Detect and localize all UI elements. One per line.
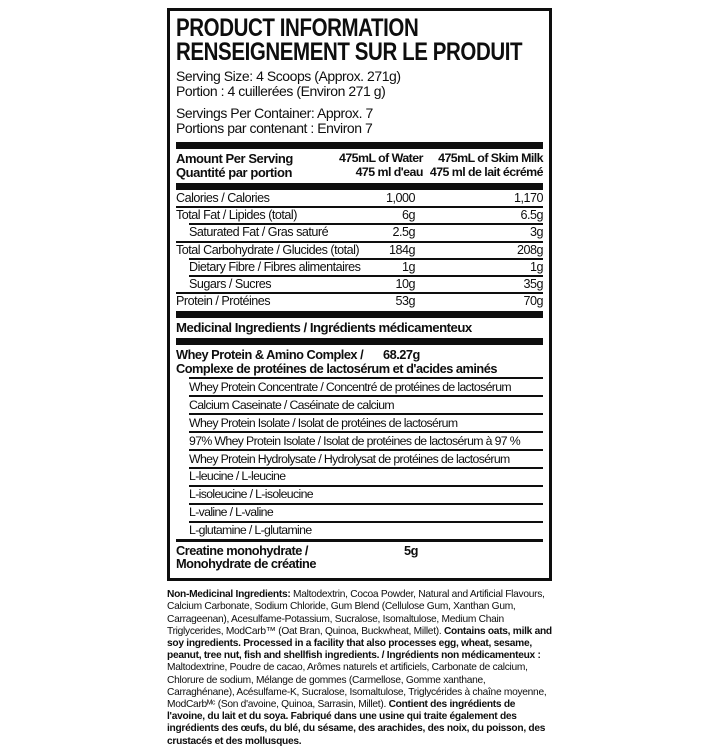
medicinal-item-whey-isolate: Whey Protein Isolate / Isolat de protéines de lactosérum xyxy=(189,413,543,431)
creatine-row xyxy=(176,539,543,574)
divider-bar-top xyxy=(176,142,543,149)
nutrition-row-label: Calories / Calories xyxy=(176,191,270,205)
servings-per-container-en: Servings Per Container: Approx. 7 xyxy=(176,105,373,121)
nutrition-row-label: Dietary Fibre / Fibres alimentaires xyxy=(189,259,361,274)
serving-size-en: Serving Size: 4 Scoops (Approx. 271g) xyxy=(176,68,401,84)
header-water-en: 475mL of Water xyxy=(338,151,423,165)
serving-size-fr: Portion : 4 cuillerées (Environ 271 g) xyxy=(176,82,386,99)
medicinal-item-l-leucine: L-leucine / L-leucine xyxy=(189,467,543,485)
creatine-value: 5g xyxy=(404,542,418,558)
header-milk-en: 475mL of Skim Milk xyxy=(438,151,543,165)
table-header xyxy=(176,149,543,183)
serving-size-group xyxy=(176,69,543,98)
servings-per-container-fr: Portions par contenant : Environ 7 xyxy=(176,119,373,136)
nutrition-row-protein xyxy=(176,292,543,309)
nutrition-value-milk: 35g xyxy=(523,277,543,292)
medicinal-item-calcium-caseinate: Calcium Caseinate / Caséinate de calcium xyxy=(189,395,543,413)
nutrition-row-total-carbohydrate xyxy=(176,241,543,258)
creatine-line1 xyxy=(176,544,543,558)
non-medicinal-heading: Non-Medicinal Ingredients: xyxy=(167,589,291,601)
nutrition-row-calories xyxy=(176,190,543,206)
nutrition-row-total-fat xyxy=(176,206,543,223)
label-box xyxy=(167,8,552,581)
nutrition-row-sugars xyxy=(189,275,543,292)
nutrition-value-milk: 3g xyxy=(529,225,543,240)
nutrition-row-label: Protein / Protéines xyxy=(176,294,271,309)
nutrition-value-milk: 208g xyxy=(516,242,543,257)
non-medicinal-list-fr: Maltodextrine, Poudre de cacao, Arômes naturels et artificiels, Carbonate de calcium, Chlorure de sodium, Mélange de gommes (Carmellose, Gomme xanthane, Carraghénane), Acésulfame-K, Sucralose, Isomaltulose, Triglycérides à chaîne moyenne, ModCarbᴹᶜ (Son d'avoine, Quinoa, Sarrasin, Millet). xyxy=(167,662,547,710)
header-skim-milk-column xyxy=(430,152,543,179)
medicinal-item-97-whey-isolate: 97% Whey Protein Isolate / Isolat de protéines de lactosérum à 97 % xyxy=(189,431,543,449)
nutrition-value-milk: 6.5g xyxy=(520,208,543,223)
non-medicinal-ingredients xyxy=(167,589,552,748)
header-milk-fr: 475 ml de lait écrémé xyxy=(429,164,543,179)
nutrition-row-label: Sugars / Sucres xyxy=(189,277,272,292)
nutrition-row-label: Total Carbohydrate / Glucides (total) xyxy=(176,242,360,257)
medicinal-item-l-isoleucine: L-isoleucine / L-isoleucine xyxy=(189,485,543,503)
nutrition-value-water: 184g xyxy=(388,242,415,257)
medicinal-item-l-glutamine: L-glutamine / L-glutamine xyxy=(189,521,543,539)
nutrition-value-water: 53g xyxy=(395,294,415,309)
allergen-statement-en: Contains oats, milk and soy ingredients. Processed in a facility that also processes egg, wheat, sesame, peanut, tree nut, fish and shellfish ingredients. / Ingrédients non médicamenteux : xyxy=(167,625,552,662)
medicinal-item-whey-hydrolysate: Whey Protein Hydrolysate / Hydrolysat de protéines de lactosérum xyxy=(189,449,543,467)
header-amount-fr: Quantité par portion xyxy=(176,164,292,180)
whey-complex-label-fr: Complexe de protéines de lactosérum et d'acides aminés xyxy=(176,360,497,376)
creatine-label-en: Creatine monohydrate / xyxy=(176,542,308,558)
medicinal-item-l-valine: L-valine / L-valine xyxy=(189,503,543,521)
creatine-label-fr: Monohydrate de créatine xyxy=(176,556,316,572)
medicinal-ingredients-heading: Medicinal Ingredients / Ingrédients médicamenteux xyxy=(176,320,472,336)
whey-complex-line1 xyxy=(176,348,543,362)
divider-bar-medicinal-top xyxy=(176,311,543,318)
nutrition-value-milk: 70g xyxy=(523,294,543,309)
whey-complex-label-en: Whey Protein & Amino Complex / xyxy=(176,347,364,363)
header-water-fr: 475 ml d'eau xyxy=(355,164,423,179)
nutrition-value-water: 2.5g xyxy=(392,225,415,240)
nutrition-value-water: 1g xyxy=(401,259,415,274)
nutrition-value-milk: 1,170 xyxy=(513,191,543,205)
nutrition-value-water: 1,000 xyxy=(385,191,415,205)
whey-complex-row xyxy=(176,345,543,377)
nutrition-row-label: Total Fat / Lipides (total) xyxy=(176,208,297,223)
page-title xyxy=(176,16,543,64)
nutrition-value-milk: 1g xyxy=(529,259,543,274)
non-medicinal-list-en: Maltodextrin, Cocoa Powder, Natural and Artificial Flavours, Calcium Carbonate, Sodium Chloride, Gum Blend (Cellulose Gum, Xanthan Gum, Carrageenan), Acesulfame-Potassium, Sucralose, Isomaltulose, Medium Chain Triglycerides, ModCarb™ (Oat Bran, Quinoa, Buckwheat, Millet). xyxy=(167,589,545,637)
nutrition-row-saturated-fat xyxy=(189,223,543,240)
header-amount-en: Amount Per Serving xyxy=(176,151,293,166)
nutrition-value-water: 10g xyxy=(395,277,415,292)
servings-per-container-group xyxy=(176,106,543,135)
header-water-column xyxy=(339,152,423,179)
allergen-statement-fr: Contient des ingrédients de l'avoine, du lait et du soya. Fabriqué dans une usine qui traite également des ingrédients des œufs, du blé, du sésame, des arachides, des noix, du poisson, des crustacés et des mollusques. xyxy=(167,699,546,747)
header-amount-per-serving xyxy=(176,152,339,179)
divider-bar-medicinal-bottom xyxy=(176,338,543,345)
nutrition-row-dietary-fibre xyxy=(189,258,543,275)
medicinal-item-whey-concentrate: Whey Protein Concentrate / Concentré de protéines de lactosérum xyxy=(189,377,543,395)
whey-complex-value: 68.27g xyxy=(383,347,420,363)
nutrition-row-label: Saturated Fat / Gras saturé xyxy=(189,225,329,240)
title-en: PRODUCT INFORMATION xyxy=(176,14,419,42)
product-label xyxy=(167,8,552,748)
nutrition-value-water: 6g xyxy=(401,208,415,223)
divider-bar-header-bottom xyxy=(176,183,543,190)
title-fr: RENSEIGNEMENT SUR LE PRODUIT xyxy=(176,38,523,66)
